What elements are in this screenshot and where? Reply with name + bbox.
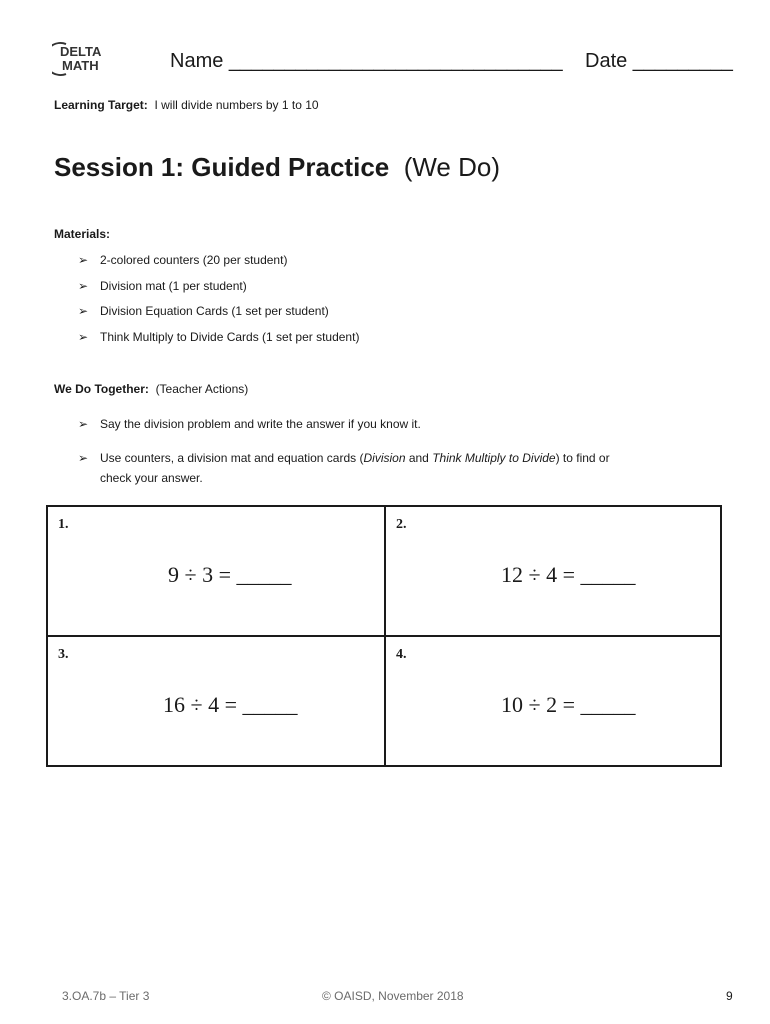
name-field-label: Name ______________________________: [170, 50, 563, 72]
instruction-text: [100, 448, 638, 488]
problem-number: 1.: [58, 517, 69, 532]
material-text: Think Multiply to Divide Cards (1 set per student): [100, 330, 360, 344]
list-item: [78, 253, 287, 267]
learning-target: [54, 98, 319, 112]
materials-heading: Materials:: [54, 227, 111, 241]
problem-number: 4.: [396, 647, 407, 662]
arrow-bullet-icon: ➢: [78, 417, 89, 431]
material-text: Division mat (1 per student): [100, 279, 247, 293]
learning-target-label: Learning Target:: [54, 98, 148, 112]
instruction-emphasis: Division: [363, 451, 406, 465]
list-item: [78, 279, 247, 293]
instruction-text-part: ) to find or check your answer.: [100, 451, 610, 485]
problem-equation: 10 ÷ 2 = _____: [501, 692, 636, 717]
svg-text:MATH: MATH: [62, 58, 99, 73]
footer-standard: 3.OA.7b – Tier 3: [62, 989, 150, 1003]
arrow-bullet-icon: ➢: [78, 253, 89, 267]
problem-number: 2.: [396, 517, 407, 532]
session-title-bold: Session 1: Guided Practice: [54, 152, 390, 182]
problem-number: 3.: [58, 647, 69, 662]
arrow-bullet-icon: ➢: [78, 279, 89, 293]
instruction-step: [78, 414, 678, 434]
footer-copyright: © OAISD, November 2018: [322, 989, 464, 1003]
arrow-bullet-icon: ➢: [78, 304, 89, 318]
list-item: [78, 330, 359, 344]
date-field-label: Date _________: [585, 50, 733, 72]
problem-cell: [386, 507, 720, 637]
problem-cell: [48, 637, 386, 765]
page-number: 9: [726, 989, 733, 1003]
material-text: 2-colored counters (20 per student): [100, 253, 288, 267]
svg-text:DELTA: DELTA: [60, 44, 102, 59]
problem-grid: [46, 505, 722, 767]
arrow-bullet-icon: ➢: [78, 451, 89, 465]
instruction-step: [78, 448, 638, 488]
instruction-text-part: Use counters, a division mat and equation cards (: [100, 451, 364, 465]
learning-target-text: I will divide numbers by 1 to 10: [154, 98, 319, 112]
instruction-emphasis: Think Multiply to Divide: [432, 451, 556, 465]
problem-equation: 16 ÷ 4 = _____: [163, 692, 298, 717]
session-title-rest: (We Do): [403, 152, 500, 182]
we-do-heading-note: (Teacher Actions): [155, 382, 249, 396]
problem-cell: [48, 507, 386, 637]
problem-cell: [386, 637, 720, 765]
arrow-bullet-icon: ➢: [78, 330, 89, 344]
problem-equation: 9 ÷ 3 = _____: [168, 562, 292, 587]
we-do-heading-label: We Do Together:: [54, 382, 149, 396]
list-item: [78, 304, 329, 318]
we-do-heading: [54, 382, 248, 396]
instruction-text-part: and: [405, 451, 433, 465]
problem-equation: 12 ÷ 4 = _____: [501, 562, 636, 587]
instruction-text: Say the division problem and write the answer if you know it.: [100, 417, 421, 431]
session-title: [54, 152, 500, 183]
material-text: Division Equation Cards (1 set per student): [100, 304, 329, 318]
delta-math-logo: [52, 40, 114, 76]
